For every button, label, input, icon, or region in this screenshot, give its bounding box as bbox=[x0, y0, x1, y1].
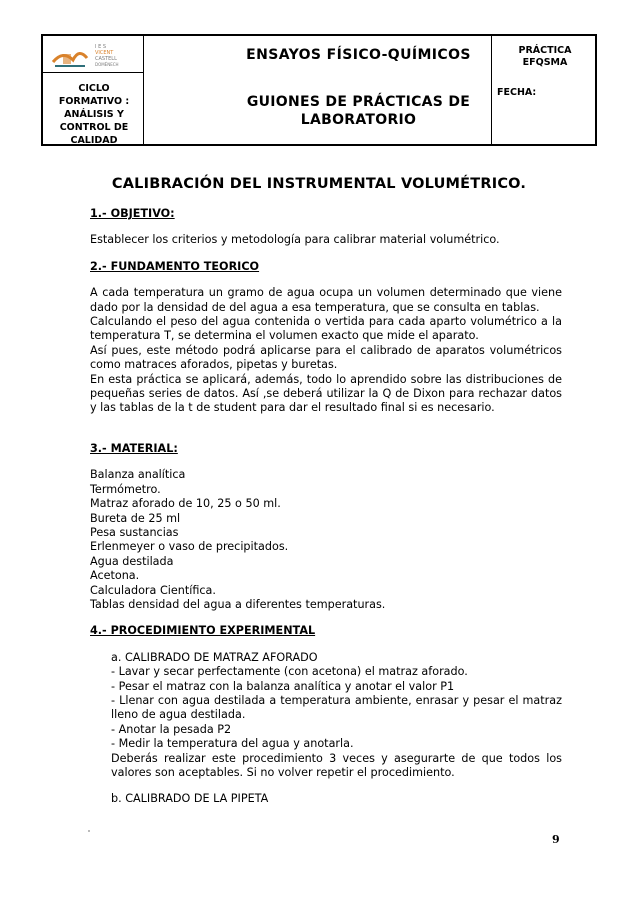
material-item: Termómetro. bbox=[90, 482, 161, 496]
material-item: Matraz aforado de 10, 25 o 50 ml. bbox=[90, 497, 281, 511]
ciclo-formativo bbox=[45, 82, 143, 147]
fundamento-paragraph: A cada temperatura un gramo de agua ocupa un volumen determinado que viene dado por la densidad de del agua a esa temperatura, que se consulta en tablas. bbox=[90, 286, 562, 314]
section-heading-material: 3.- MATERIAL: bbox=[90, 441, 178, 455]
material-item: Pesa sustancias bbox=[90, 525, 179, 539]
ciclo-line: ANÁLISIS Y bbox=[64, 109, 124, 120]
procedure-step: Deberás realizar este procedimiento 3 veces y asegurarte de que todos los valores son aceptables. Si no volver repetir el procedimiento. bbox=[111, 751, 562, 779]
material-item: Bureta de 25 ml bbox=[90, 511, 181, 525]
fundamento-paragraph: Así pues, este método podrá aplicarse para el calibrado de aparatos volumétricos como matraces aforados, pipetas y buretas. bbox=[90, 343, 562, 372]
procedure-step: - Lavar y secar perfectamente (con acetona) el matraz aforado. bbox=[111, 665, 468, 679]
subtitle-line: GUIONES DE PRÁCTICAS DE bbox=[246, 94, 471, 110]
school-logo bbox=[49, 40, 139, 70]
procedure-step: - Pesar el matraz con la balanza analítica y anotar el valor P1 bbox=[111, 679, 455, 693]
subtitle-line: LABORATORIO bbox=[300, 112, 417, 128]
fecha-label: FECHA: bbox=[497, 87, 537, 98]
ciclo-line: FORMATIVO : bbox=[58, 96, 130, 107]
procedure-block bbox=[90, 651, 562, 807]
header-divider bbox=[143, 36, 144, 144]
procedure-step: - Llenar con agua destilada a temperatura ambiente, enrasar y pesar el matraz lleno de agua destilada. bbox=[111, 693, 562, 722]
logo-text: I E S bbox=[95, 44, 106, 50]
logo-text: VICENT bbox=[95, 50, 114, 56]
material-item: Balanza analítica bbox=[90, 468, 186, 482]
section-heading-objetivo: 1.- OBJETIVO: bbox=[90, 207, 175, 220]
ciclo-line: CALIDAD bbox=[70, 135, 118, 146]
procedure-step: - Anotar la pesada P2 bbox=[111, 722, 232, 736]
scan-mark bbox=[88, 830, 90, 832]
page-title: CALIBRACIÓN DEL INSTRUMENTAL VOLUMÉTRICO. bbox=[111, 176, 527, 192]
procedure-subtitle: a. CALIBRADO DE MATRAZ AFORADO bbox=[111, 650, 318, 664]
fundamento-paragraph: En esta práctica se aplicará, además, todo lo aprendido sobre las distribuciones de pequeñas series de datos. Así ,se deberá utilizar la Q de Dixon para rechazar datos y las tablas de la t de student para dar el resultado final si es necesario. bbox=[90, 372, 562, 415]
section-heading-procedimiento: 4.- PROCEDIMIENTO EXPERIMENTAL bbox=[90, 624, 316, 638]
section-heading-fundamento: 2.- FUNDAMENTO TEORICO bbox=[90, 259, 260, 273]
material-item: Calculadora Científica. bbox=[90, 583, 216, 597]
logo-text: DOMÉNECH bbox=[95, 62, 119, 67]
practica-box bbox=[493, 45, 597, 69]
practica-label: PRÁCTICA bbox=[518, 45, 572, 56]
header-title: ENSAYOS FÍSICO-QUÍMICOS bbox=[246, 47, 471, 63]
material-item: Acetona. bbox=[90, 569, 140, 583]
header-divider bbox=[43, 72, 143, 73]
document-body bbox=[90, 207, 562, 807]
fundamento-paragraph: Calculando el peso del agua contenida o vertida para cada aparto volumétrico a la temperatura T, se determina el volumen exacto que mide el aparato. bbox=[90, 315, 562, 343]
material-item: Erlenmeyer o vaso de precipitados. bbox=[90, 540, 289, 554]
header-table bbox=[41, 34, 597, 146]
page-number: 9 bbox=[552, 833, 560, 846]
objetivo-text: Establecer los criterios y metodología para calibrar material volumétrico. bbox=[90, 233, 500, 247]
header-subtitle bbox=[185, 93, 532, 129]
logo-text: CASTELL bbox=[95, 56, 117, 62]
procedure-step: - Medir la temperatura del agua y anotarla. bbox=[111, 737, 354, 751]
ciclo-line: CICLO bbox=[78, 83, 110, 94]
practica-code: EFQSMA bbox=[522, 57, 568, 68]
material-item: Tablas densidad del agua a diferentes temperaturas. bbox=[90, 597, 386, 611]
material-item: Agua destilada bbox=[90, 554, 174, 568]
ciclo-line: CONTROL DE bbox=[59, 122, 129, 133]
procedure-subtitle: b. CALIBRADO DE LA PIPETA bbox=[111, 792, 269, 806]
